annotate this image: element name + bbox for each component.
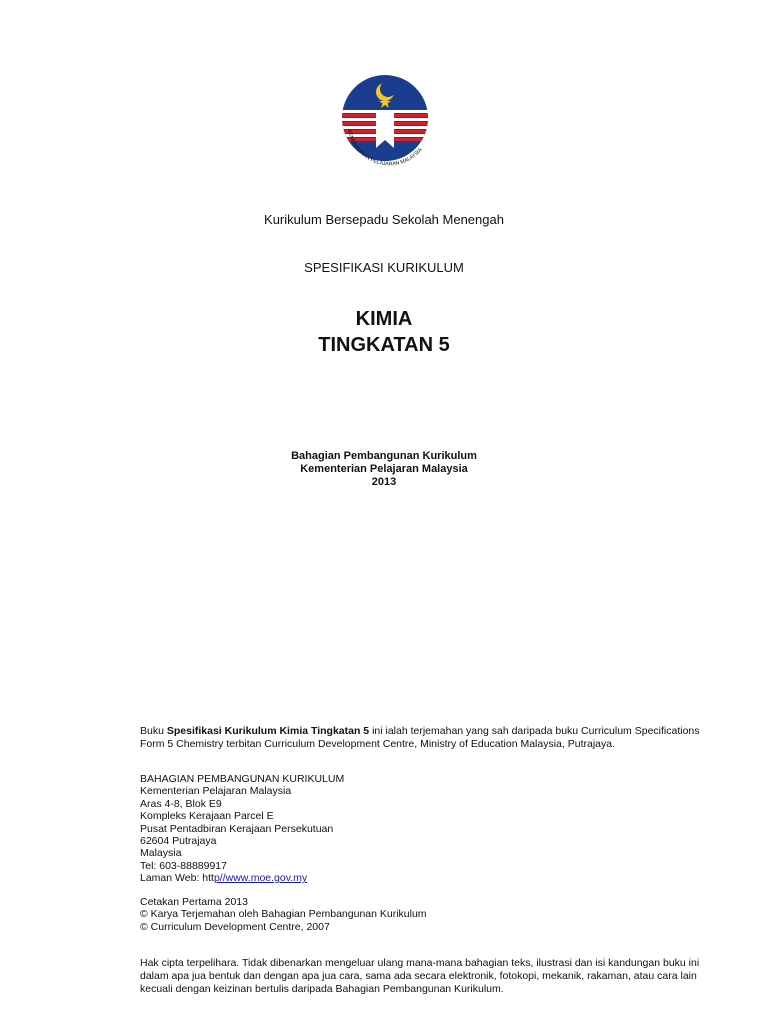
website-label: Laman Web: bbox=[140, 872, 203, 885]
spec-heading: SPESIFIKASI KURIKULUM bbox=[304, 260, 464, 275]
address-line: Kementerian Pelajaran Malaysia bbox=[140, 785, 292, 798]
website-line bbox=[140, 872, 640, 884]
intro-prefix: Buku bbox=[140, 725, 167, 737]
address-line: Malaysia bbox=[140, 847, 182, 860]
copyright-line: © Curriculum Development Centre, 2007 bbox=[140, 920, 330, 933]
website-link[interactable]: p//www.moe.gov.my bbox=[213, 872, 308, 885]
publication-year: 2013 bbox=[371, 476, 397, 488]
intro-rest: ini ialah terjemahan yang sah daripada buku Curriculum Specifications Form 5 Chemistry terbitan Curriculum Development Centre, Ministry of Education Malaysia, Putrajaya. bbox=[140, 725, 700, 750]
website-prefix: htt bbox=[202, 872, 214, 885]
curriculum-subtitle: Kurikulum Bersepadu Sekolah Menengah bbox=[264, 212, 504, 227]
address-line: Pusat Pentadbiran Kerajaan Persekutuan bbox=[140, 822, 334, 835]
page-title: KIMIA bbox=[355, 308, 413, 330]
page-subtitle-form: TINGKATAN 5 bbox=[318, 334, 450, 356]
ministry-logo-emblem-icon bbox=[340, 70, 440, 180]
intro-book-title: Spesifikasi Kurikulum Kimia Tingkatan 5 bbox=[166, 725, 370, 737]
ministry-logo bbox=[340, 70, 440, 180]
address-line: BAHAGIAN PEMBANGUNAN KURIKULUM bbox=[140, 773, 345, 785]
intro-paragraph bbox=[140, 725, 720, 751]
address-block bbox=[140, 773, 640, 885]
translation-credit: © Karya Terjemahan oleh Bahagian Pembangunan Kurikulum bbox=[140, 908, 427, 921]
address-line: Kompleks Kerajaan Parcel E bbox=[140, 810, 274, 823]
address-line: 62604 Putrajaya bbox=[140, 834, 217, 847]
address-line: Tel: 603-88889917 bbox=[140, 859, 227, 872]
publisher-ministry: Kementerian Pelajaran Malaysia bbox=[300, 463, 468, 475]
logo-arc-text: KEMENTERIAN PELAJARAN MALAYSIA bbox=[346, 129, 424, 168]
credits-block bbox=[140, 896, 640, 933]
publisher-division: Bahagian Pembangunan Kurikulum bbox=[291, 450, 477, 462]
printing-edition: Cetakan Pertama 2013 bbox=[140, 896, 248, 908]
rights-notice: Hak cipta terpelihara. Tidak dibenarkan mengeluar ulang mana-mana bahagian teks, ilustrasi dan isi kandungan buku ini dalam apa jua bentuk dan dengan apa jua cara, sama ada secara elektronik, fotokopi, mekanik, rakaman, atau cara lain kecuali dengan keizinan bertulis daripada Bahagian Pembangunan Kurikulum. bbox=[140, 957, 700, 995]
address-line: Aras 4-8, Blok E9 bbox=[140, 797, 222, 810]
